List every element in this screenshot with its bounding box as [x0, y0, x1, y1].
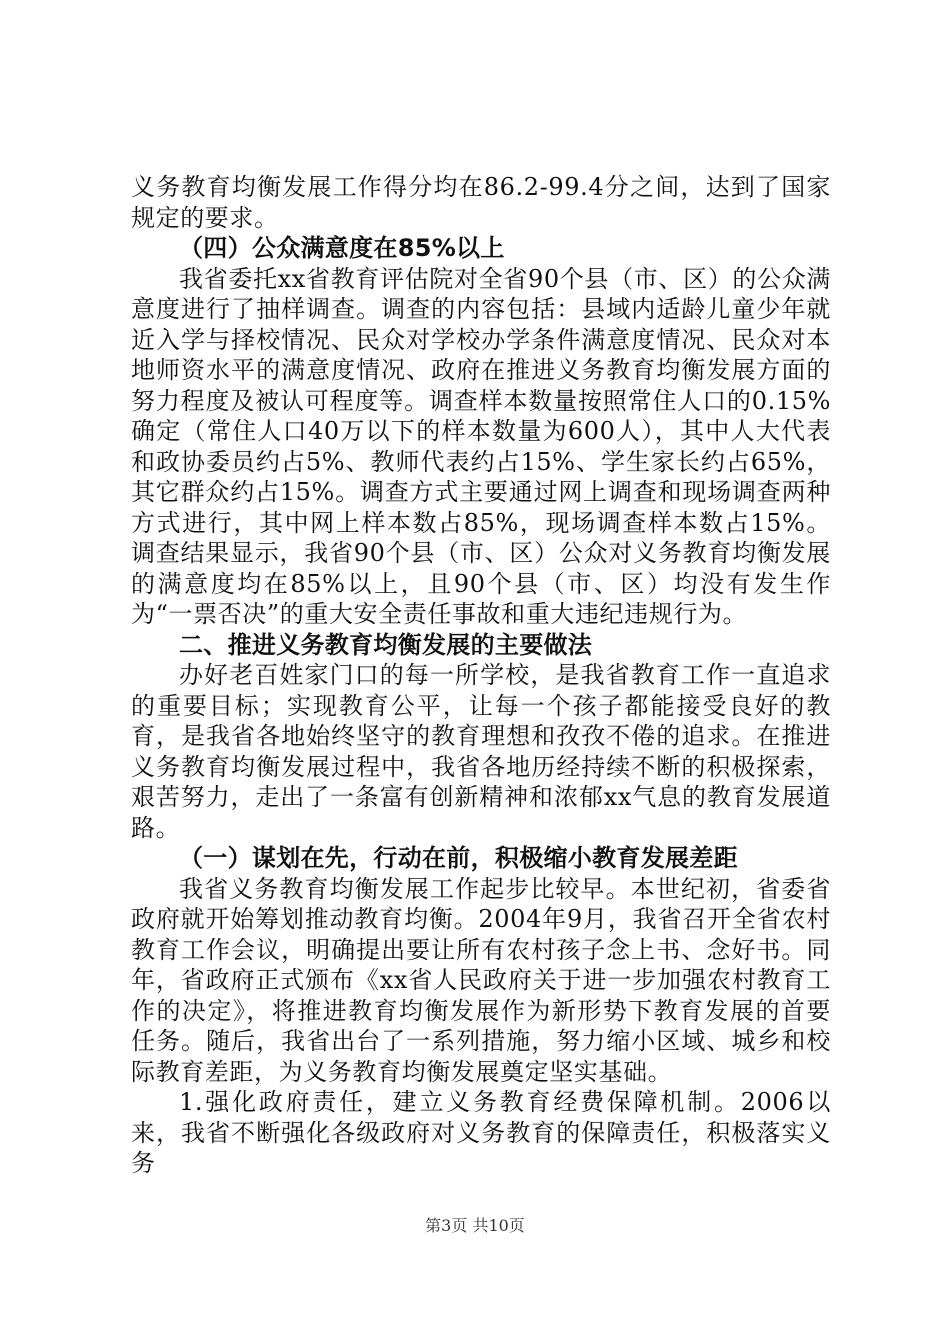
section-heading-planning-first: （一）谋划在先，行动在前，积极缩小教育发展差距	[179, 844, 738, 872]
paragraph-survey: 我省委托xx省教育评估院对全省90个县（市、区）的公众满意度进行了抽样调查。调查的内容包括：县域内适龄儿童少年就近入学与择校情况、民众对学校办学条件满意度情况、民众对本地师资水平的满意度情况、政府在推进义务教育均衡发展方面的努力程度及被认可程度等。调查样本数量按照常住人口的0.15%确定（常住人口40万以下的样本数量为600人），其中人大代表和政协委员约占5%、教师代表约占15%、学生家长约占65%，其它群众约占15%。调查方式主要通过网上调查和现场调查两种方式进行，其中网上样本数占85%，现场调查样本数占15%。调查结果显示，我省90个县（市、区）公众对义务教育均衡发展的满意度均在85%以上，且90个县（市、区）均没有发生作为“一票否决”的重大安全责任事故和重大违纪违规行为。	[131, 264, 831, 628]
paragraph-early-start: 我省义务教育均衡发展工作起步比较早。本世纪初，省委省政府就开始筹划推动教育均衡。2004年9月，我省召开全省农村教育工作会议，明确提出要让所有农村孩子念上书、念好书。同年，省政府正式颁布《xx省人民政府关于进一步加强农村教育工作的决定》，将推进教育均衡发展作为新形势下教育发展的首要任务。随后，我省出台了一系列措施，努力缩小区域、城乡和校际教育差距，为义务教育均衡发展奠定坚实基础。	[131, 874, 831, 1086]
section-heading-main-practices: 二、推进义务教育均衡发展的主要做法	[179, 630, 593, 659]
document-body	[131, 172, 831, 1179]
paragraph-government-responsibility: 1.强化政府责任，建立义务教育经费保障机制。2006以来，我省不断强化各级政府对义务教育的保障责任，积极落实义务	[131, 1088, 831, 1177]
section-heading-public-satisfaction: （四）公众满意度在85%以上	[179, 234, 505, 262]
paragraph-continuation: 义务教育均衡发展工作得分均在86.2-99.4分之间，达到了国家规定的要求。	[131, 173, 831, 232]
page-footer: 第3页 共10页	[425, 1216, 525, 1235]
paragraph-goals: 办好老百姓家门口的每一所学校，是我省教育工作一直追求的重要目标；实现教育公平，让每一个孩子都能接受良好的教育，是我省各地始终坚守的教育理想和孜孜不倦的追求。在推进义务教育均衡发展过程中，我省各地历经持续不断的积极探索，艰苦努力，走出了一条富有创新精神和浓郁xx气息的教育发展道路。	[131, 661, 831, 842]
